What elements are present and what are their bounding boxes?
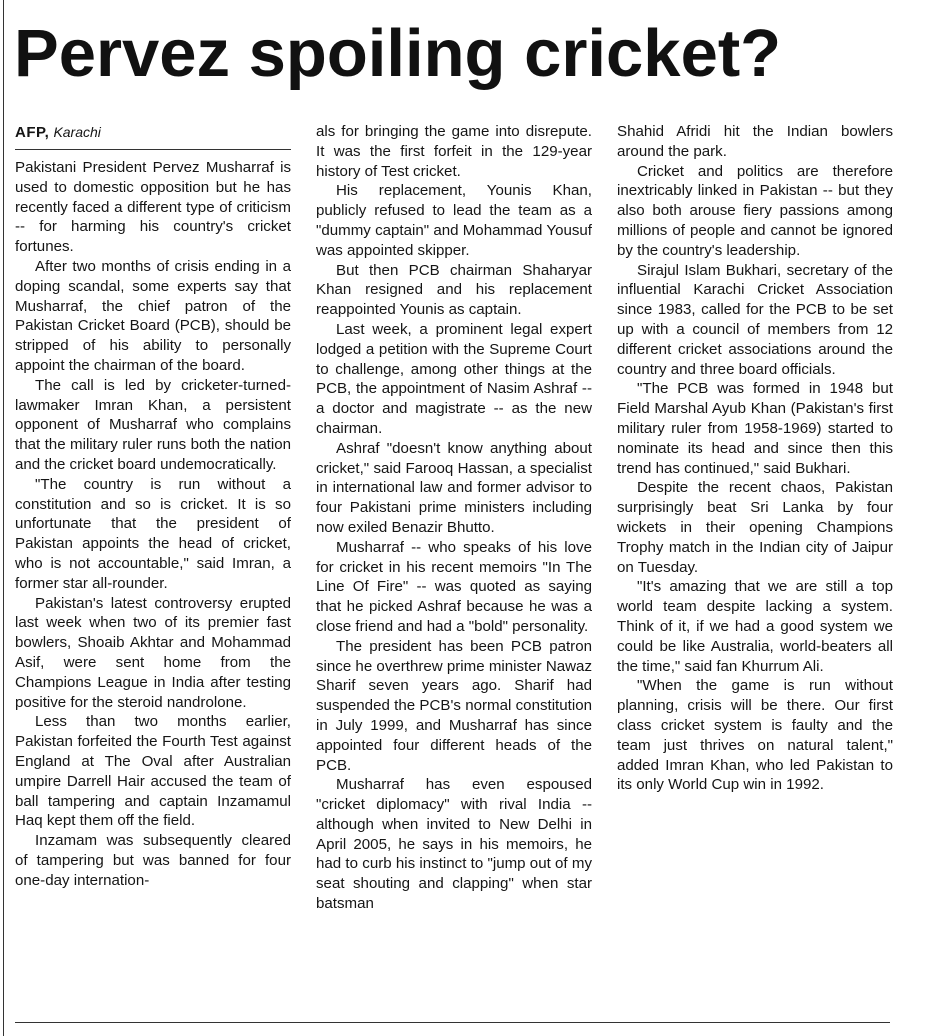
article-column-1 <box>15 122 291 890</box>
paragraph: Musharraf has even espoused "cricket diplomacy" with rival India -- although when invited to New Delhi in April 2005, he says in his memoirs, he had to curb his instinct to "jump out of my seat shouting and clapping" when star batsman <box>316 776 592 913</box>
paragraph: Cricket and politics are therefore inextricably linked in Pakistan -- but they also both arouse fiery passions among millions of people and cannot be ignored by the country's leadership. <box>617 162 893 259</box>
paragraph: Ashraf "doesn't know anything about cricket," said Farooq Hassan, a specialist in international law and former advisor to four Pakistani prime ministers including now exiled Benazir Bhutto. <box>316 439 592 536</box>
paragraph: Pakistan's latest controversy erupted last week when two of its premier fast bowlers, Shoaib Akhtar and Mohammad Asif, were sent home from the Champions League in India after testing positive for the steroid nandrolone. <box>15 594 291 711</box>
paragraph: The president has been PCB patron since he overthrew prime minister Nawaz Sharif seven years ago. Sharif had suspended the PCB's normal constitution in July 1999, and Musharraf has since appointed four different heads of the PCB. <box>316 637 592 774</box>
paragraph: "The country is run without a constitution and so is cricket. It is so unfortunate that the president of Pakistan appoints the head of cricket, who is not accountable," said Imran, a former star all-rounder. <box>15 475 291 592</box>
article-column-3 <box>617 122 893 795</box>
paragraph: Shahid Afridi hit the Indian bowlers around the park. <box>617 123 893 160</box>
byline-location: Karachi <box>53 124 101 140</box>
paragraph: als for bringing the game into disrepute. It was the first forfeit in the 129-year history of Test cricket. <box>316 123 592 180</box>
paragraph: "The PCB was formed in 1948 but Field Marshal Ayub Khan (Pakistan's first military ruler from 1958-1969) started to nominate its head and since then this trend has continued," said Bukhari. <box>617 380 893 477</box>
byline-agency: AFP, <box>15 124 50 141</box>
paragraph: Musharraf -- who speaks of his love for cricket in his recent memoirs "In The Line Of Fire" -- was quoted as saying that he picked Ashraf because he was a close friend and had a "bold" personality. <box>316 538 592 635</box>
paragraph: Inzamam was subsequently cleared of tampering but was banned for four one-day internation- <box>15 832 291 889</box>
paragraph: Last week, a prominent legal expert lodged a petition with the Supreme Court to challenge, among other things at the PCB, the appointment of Nasim Ashraf -- a doctor and magistrate -- as the new chairman. <box>316 320 592 437</box>
paragraph: But then PCB chairman Shaharyar Khan resigned and his replacement reappointed Younis as captain. <box>316 261 592 319</box>
paragraph: "It's amazing that we are still a top world team despite lacking a system. Think of it, if we had a good system we could be like Australia, world-beaters all the time," said fan Khurrum Ali. <box>617 578 893 675</box>
headline: Pervez spoiling cricket? <box>14 16 782 91</box>
paragraph: His replacement, Younis Khan, publicly refused to lead the team as a "dummy captain" and Mohammad Yousuf was appointed skipper. <box>316 182 592 259</box>
paragraph: Less than two months earlier, Pakistan forfeited the Fourth Test against England at The Oval after Australian umpire Darrell Hair accused the team of ball tampering and captain Inzamamul Haq kept them off the field. <box>15 713 291 830</box>
paragraph: The call is led by cricketer-turned-lawmaker Imran Khan, a persistent opponent of Musharraf who complains that the military ruler runs both the nation and the cricket board undemocratically. <box>15 376 291 473</box>
paragraph: Sirajul Islam Bukhari, secretary of the influential Karachi Cricket Association since 1983, called for the PCB to be set up with a council of members from 12 different cricket associations around the country and three board officials. <box>617 261 893 378</box>
byline <box>15 122 291 150</box>
paragraph: Despite the recent chaos, Pakistan surprisingly beat Sri Lanka by four wickets in their opening Champions Trophy match in the Indian city of Jaipur on Tuesday. <box>617 479 893 576</box>
paragraph: "When the game is run without planning, crisis will be there. Our first class cricket system is faulty and the team just thrives on natural talent," added Imran Khan, who led Pakistan to its only World Cup win in 1992. <box>617 677 893 794</box>
paragraph: Pakistani President Pervez Musharraf is used to domestic opposition but he has recently faced a different type of criticism -- for harming his country's cricket fortunes. <box>15 159 291 256</box>
article-column-2 <box>316 122 592 914</box>
left-column-rule <box>3 0 4 1036</box>
bottom-rule <box>15 1022 890 1023</box>
paragraph: After two months of crisis ending in a doping scandal, some experts say that Musharraf, the chief patron of the Pakistan Cricket Board (PCB), should be stripped of his ability to personally appoint the chairman of the board. <box>15 257 291 374</box>
